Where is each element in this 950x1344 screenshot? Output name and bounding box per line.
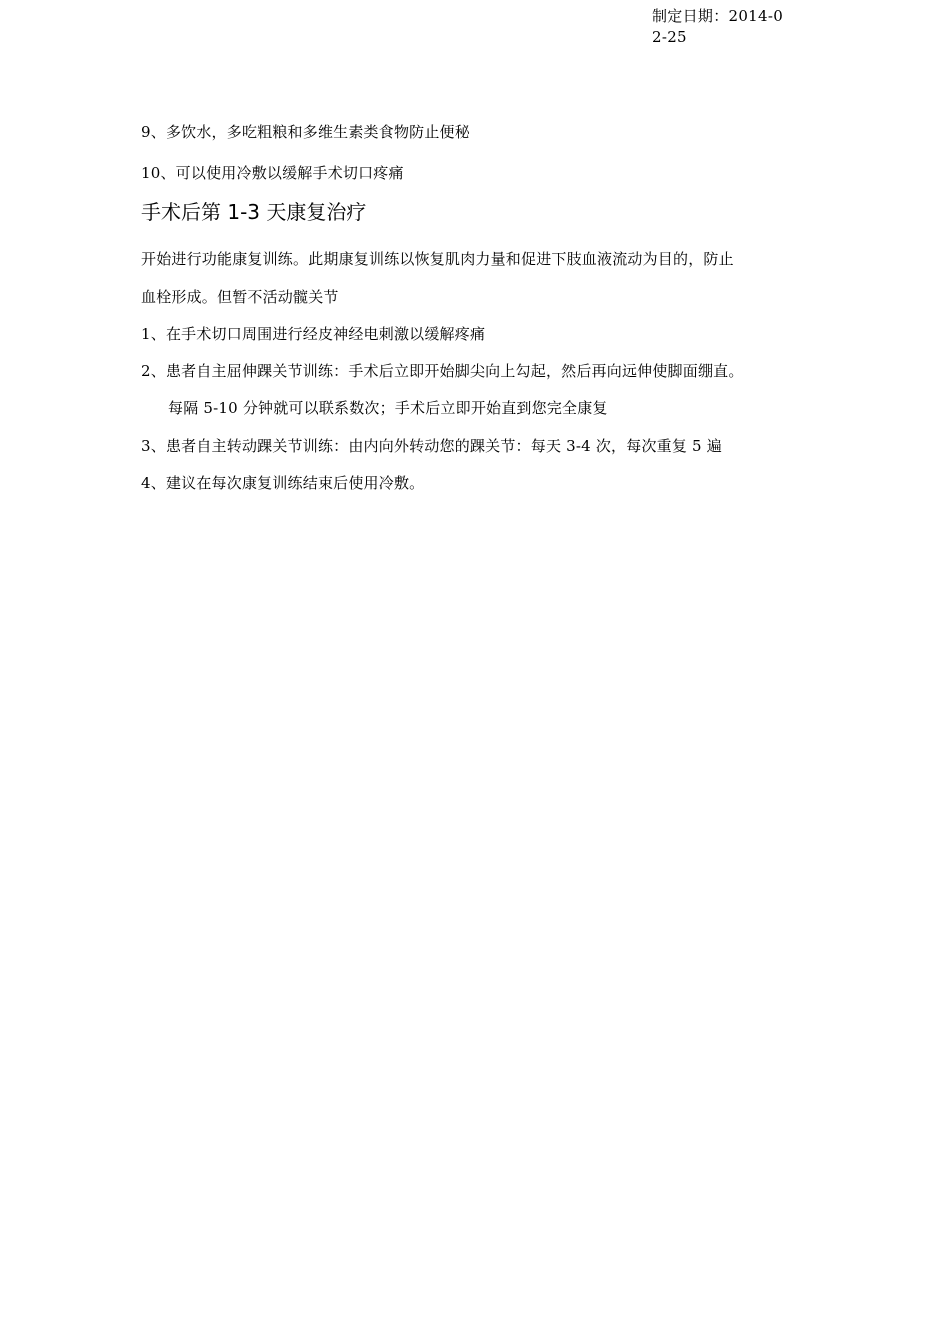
document-date [652,6,802,48]
list-item-9: 9、多饮水，多吃粗粮和多维生素类食物防止便秘 [141,123,470,141]
section-heading: 手术后第 1-3 天康复治疗 [141,200,367,224]
intro-paragraph-line-2: 血栓形成。但暂不活动髋关节 [141,288,339,306]
list-item-1: 1、在手术切口周围进行经皮神经电刺激以缓解疼痛 [141,325,486,343]
date-line-1: 制定日期：2014-0 [652,7,784,25]
list-item-2-line-2: 每隔 5-10 分钟就可以联系数次；手术后立即开始直到您完全康复 [168,399,608,417]
list-item-2-line-1: 2、患者自主屈伸踝关节训练：手术后立即开始脚尖向上勾起，然后再向远伸使脚面绷直。 [141,362,744,380]
list-item-4: 4、建议在每次康复训练结束后使用冷敷。 [141,474,425,492]
list-item-3: 3、患者自主转动踝关节训练：由内向外转动您的踝关节：每天 3-4 次，每次重复 5 遍 [141,437,722,455]
date-line-2: 2-25 [652,28,687,46]
list-item-10: 10、可以使用冷敷以缓解手术切口疼痛 [141,164,404,182]
intro-paragraph-line-1: 开始进行功能康复训练。此期康复训练以恢复肌肉力量和促进下肢血液流动为目的，防止 [141,250,734,268]
